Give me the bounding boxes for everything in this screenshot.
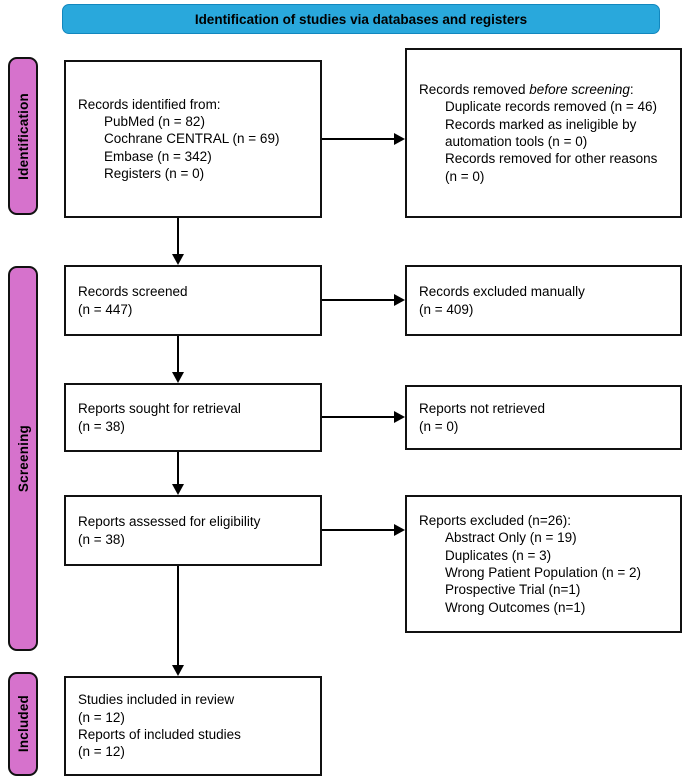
down-arrow-screened-to-sought xyxy=(172,336,184,383)
sidebar-screening xyxy=(8,266,38,651)
box-studies-included xyxy=(64,676,322,776)
box-reports-sought-line: Reports sought for retrieval xyxy=(78,401,241,417)
box-records-excluded-manually xyxy=(405,265,682,336)
box-reports-excluded-item: Prospective Trial (n=1) xyxy=(445,582,581,598)
box-records-identified-item: Embase (n = 342) xyxy=(104,148,212,164)
box-records-identified-item: Cochrane CENTRAL (n = 69) xyxy=(104,131,280,147)
box-reports-excluded-item: Wrong Patient Population (n = 2) xyxy=(445,565,641,580)
box-records-identified-item: Registers (n = 0) xyxy=(104,165,205,181)
box-reports-excluded-item: Duplicates (n = 3) xyxy=(445,547,552,563)
down-arrow-identified-to-screened xyxy=(172,218,184,265)
right-arrow-screened-to-excluded xyxy=(322,294,405,306)
box-studies-included-line: (n = 12) xyxy=(78,744,125,760)
box-reports-excluded-title: Reports excluded (n=26): xyxy=(419,513,571,529)
box-studies-included-line: (n = 12) xyxy=(78,709,125,725)
box-records-excluded-line: Records excluded manually xyxy=(419,284,585,300)
box-reports-not-retrieved xyxy=(405,385,682,450)
box-records-identified xyxy=(64,60,322,218)
box-studies-included-line: Studies included in review xyxy=(78,692,235,708)
box-records-removed-item: Duplicate records removed (n = 46) xyxy=(445,99,657,115)
sidebar-identification-label: Identification xyxy=(15,92,31,180)
box-reports-assessed-line: Reports assessed for eligibility xyxy=(78,514,261,530)
box-reports-assessed xyxy=(64,495,322,566)
box-records-screened xyxy=(64,265,322,336)
sidebar-screening-label: Screening xyxy=(15,424,31,493)
box-reports-assessed-line: (n = 38) xyxy=(78,531,125,547)
down-arrow-assessed-to-included xyxy=(172,566,184,676)
box-records-removed-item: Records removed for other reasons (n = 0) xyxy=(445,151,658,184)
box-records-screened-line: (n = 447) xyxy=(78,301,133,317)
header-banner-label: Identification of studies via databases and registers xyxy=(194,11,528,27)
box-reports-sought-line: (n = 38) xyxy=(78,418,125,434)
box-records-removed-item: Records marked as ineligible by automation tools (n = 0) xyxy=(445,116,637,149)
sidebar-included xyxy=(8,672,38,776)
box-studies-included-line: Reports of included studies xyxy=(78,727,241,742)
box-reports-not-retrieved-line: (n = 0) xyxy=(419,418,459,434)
sidebar-included-label: Included xyxy=(15,695,31,753)
down-arrow-sought-to-assessed xyxy=(172,452,184,495)
right-arrow-sought-to-not-retrieved xyxy=(322,411,405,423)
box-records-excluded-line: (n = 409) xyxy=(419,301,474,317)
box-reports-excluded-item: Abstract Only (n = 19) xyxy=(445,530,577,546)
box-records-removed xyxy=(405,48,682,218)
box-reports-excluded xyxy=(405,495,682,633)
box-records-identified-title: Records identified from: xyxy=(78,96,221,112)
box-records-screened-line: Records screened xyxy=(78,284,188,300)
box-reports-excluded-item: Wrong Outcomes (n=1) xyxy=(445,599,586,615)
right-arrow-identified-to-removed xyxy=(322,133,405,145)
box-reports-not-retrieved-line: Reports not retrieved xyxy=(419,401,546,417)
right-arrow-assessed-to-excluded xyxy=(322,524,405,536)
box-reports-sought xyxy=(64,383,322,452)
sidebar-identification xyxy=(8,57,38,215)
box-records-identified-item: PubMed (n = 82) xyxy=(104,114,205,130)
box-records-removed-title: Records removed before screening: xyxy=(419,82,634,98)
header-banner xyxy=(62,4,660,34)
